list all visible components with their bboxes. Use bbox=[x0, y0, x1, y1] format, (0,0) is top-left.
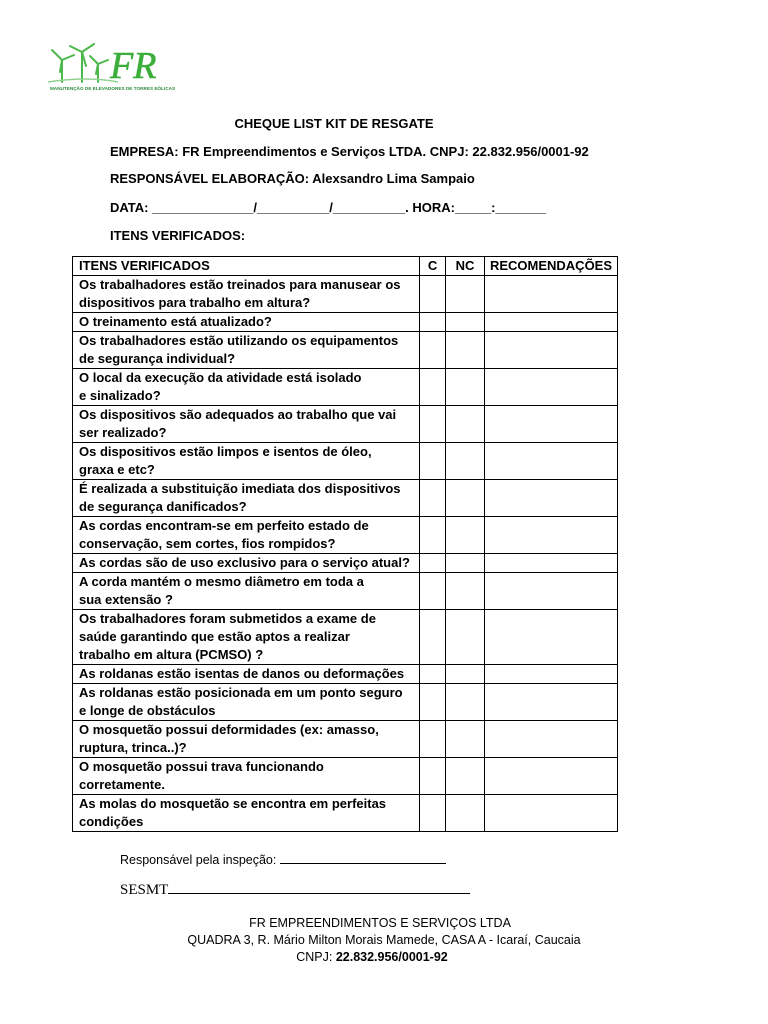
table-row bbox=[73, 573, 618, 610]
recomendacoes-cell[interactable] bbox=[485, 480, 618, 517]
item-text-line: Os dispositivos estão limpos e isentos de óleo, bbox=[79, 444, 372, 459]
header-itens: ITENS VERIFICADOS bbox=[73, 257, 420, 276]
c-cell[interactable] bbox=[420, 795, 446, 832]
nc-cell[interactable] bbox=[446, 721, 485, 758]
document-title: CHEQUE LIST KIT DE RESGATE bbox=[234, 116, 434, 131]
item-cell bbox=[73, 443, 420, 480]
recomendacoes-cell[interactable] bbox=[485, 554, 618, 573]
nc-cell[interactable] bbox=[446, 758, 485, 795]
item-text-line: O mosquetão possui trava funcionando bbox=[79, 759, 324, 774]
item-text-line: Os trabalhadores estão utilizando os equipamentos bbox=[79, 333, 399, 348]
item-cell bbox=[73, 610, 420, 665]
recomendacoes-cell[interactable] bbox=[485, 369, 618, 406]
item-text-line: ser realizado? bbox=[79, 425, 167, 440]
item-text-line: graxa e etc? bbox=[79, 462, 155, 477]
item-text-line: O local da execução da atividade está isolado bbox=[79, 370, 362, 385]
c-cell[interactable] bbox=[420, 369, 446, 406]
sesmt-signature-line[interactable] bbox=[168, 880, 470, 894]
recomendacoes-cell[interactable] bbox=[485, 313, 618, 332]
item-text-line: condições bbox=[79, 814, 144, 829]
nc-cell[interactable] bbox=[446, 610, 485, 665]
item-text-line: de segurança individual? bbox=[79, 351, 236, 366]
item-text-line: É realizada a substituição imediata dos dispositivos bbox=[79, 481, 401, 496]
c-cell[interactable] bbox=[420, 758, 446, 795]
recomendacoes-cell[interactable] bbox=[485, 573, 618, 610]
nc-cell[interactable] bbox=[446, 554, 485, 573]
item-text-line: trabalho em altura (PCMSO) ? bbox=[79, 647, 264, 662]
table-row bbox=[73, 480, 618, 517]
item-text-line: e longe de obstáculos bbox=[79, 703, 216, 718]
item-text-line: As roldanas estão isentas de danos ou deformações bbox=[79, 666, 405, 681]
c-cell[interactable] bbox=[420, 313, 446, 332]
item-text-line: Os dispositivos são adequados ao trabalho que vai bbox=[79, 407, 397, 422]
recomendacoes-cell[interactable] bbox=[485, 332, 618, 369]
nc-cell[interactable] bbox=[446, 313, 485, 332]
table-row bbox=[73, 332, 618, 369]
item-text-line: As cordas encontram-se em perfeito estado de bbox=[79, 518, 369, 533]
logo-caption: MANUTENÇÃO DE ELEVADORES DE TORRES EÓLICAS bbox=[50, 86, 176, 91]
table-header-row bbox=[73, 257, 618, 276]
fr-brand-mark bbox=[48, 38, 198, 88]
item-text-line: conservação, sem cortes, fios rompidos? bbox=[79, 536, 336, 551]
c-cell[interactable] bbox=[420, 276, 446, 313]
recomendacoes-cell[interactable] bbox=[485, 684, 618, 721]
footer-cnpj bbox=[0, 950, 756, 964]
item-text-line: de segurança danificados? bbox=[79, 499, 247, 514]
item-text-line: O treinamento está atualizado? bbox=[79, 314, 272, 329]
table-row bbox=[73, 369, 618, 406]
nc-cell[interactable] bbox=[446, 406, 485, 443]
table-row bbox=[73, 684, 618, 721]
sesmt-signature bbox=[120, 880, 470, 899]
item-text-line: ruptura, trinca..)? bbox=[79, 740, 187, 755]
recomendacoes-cell[interactable] bbox=[485, 517, 618, 554]
footer-address: QUADRA 3, R. Mário Milton Morais Mamede, CASA A - Icaraí, Caucaia bbox=[187, 933, 581, 947]
recomendacoes-cell[interactable] bbox=[485, 406, 618, 443]
header-recomendacoes: RECOMENDAÇÕES bbox=[485, 257, 618, 276]
item-cell bbox=[73, 276, 420, 313]
item-cell bbox=[73, 758, 420, 795]
recomendacoes-cell[interactable] bbox=[485, 276, 618, 313]
inspecao-signature bbox=[120, 852, 446, 867]
c-cell[interactable] bbox=[420, 721, 446, 758]
item-text-line: sua extensão ? bbox=[79, 592, 173, 607]
item-cell bbox=[73, 369, 420, 406]
table-row bbox=[73, 517, 618, 554]
c-cell[interactable] bbox=[420, 554, 446, 573]
recomendacoes-cell[interactable] bbox=[485, 795, 618, 832]
header-c: C bbox=[420, 257, 446, 276]
item-text-line: e sinalizado? bbox=[79, 388, 161, 403]
recomendacoes-cell[interactable] bbox=[485, 721, 618, 758]
item-cell bbox=[73, 313, 420, 332]
c-cell[interactable] bbox=[420, 480, 446, 517]
nc-cell[interactable] bbox=[446, 665, 485, 684]
header-nc: NC bbox=[446, 257, 485, 276]
table-row bbox=[73, 406, 618, 443]
nc-cell[interactable] bbox=[446, 480, 485, 517]
empresa-line: EMPRESA: FR Empreendimentos e Serviços LTDA. CNPJ: 22.832.956/0001-92 bbox=[110, 144, 589, 159]
item-text-line: saúde garantindo que estão aptos a realizar bbox=[79, 629, 350, 644]
c-cell[interactable] bbox=[420, 443, 446, 480]
recomendacoes-cell[interactable] bbox=[485, 758, 618, 795]
nc-cell[interactable] bbox=[446, 443, 485, 480]
c-cell[interactable] bbox=[420, 573, 446, 610]
table-row bbox=[73, 758, 618, 795]
nc-cell[interactable] bbox=[446, 332, 485, 369]
item-cell bbox=[73, 573, 420, 610]
table-row bbox=[73, 313, 618, 332]
recomendacoes-cell[interactable] bbox=[485, 443, 618, 480]
c-cell[interactable] bbox=[420, 517, 446, 554]
data-hora-line: DATA: ______________/__________/__________. HORA:_____:_______ bbox=[110, 200, 547, 215]
item-cell bbox=[73, 406, 420, 443]
item-text-line: A corda mantém o mesmo diâmetro em toda a bbox=[79, 574, 364, 589]
item-cell bbox=[73, 795, 420, 832]
table-row bbox=[73, 276, 618, 313]
item-text-line: dispositivos para trabalho em altura? bbox=[79, 295, 311, 310]
nc-cell[interactable] bbox=[446, 369, 485, 406]
recomendacoes-cell[interactable] bbox=[485, 665, 618, 684]
item-cell bbox=[73, 517, 420, 554]
table-row bbox=[73, 721, 618, 758]
itens-heading: ITENS VERIFICADOS: bbox=[110, 228, 246, 243]
item-text-line: O mosquetão possui deformidades (ex: amasso, bbox=[79, 722, 379, 737]
company-logo bbox=[48, 38, 196, 100]
item-text-line: As roldanas estão posicionada em um ponto seguro bbox=[79, 685, 403, 700]
svg-text:FR: FR bbox=[110, 45, 157, 87]
nc-cell[interactable] bbox=[446, 684, 485, 721]
footer-cnpj-label: CNPJ: bbox=[296, 950, 336, 964]
c-cell[interactable] bbox=[420, 406, 446, 443]
recomendacoes-cell[interactable] bbox=[485, 610, 618, 665]
footer-company: FR EMPREENDIMENTOS E SERVIÇOS LTDA bbox=[249, 916, 511, 930]
item-text-line: As cordas são de uso exclusivo para o serviço atual? bbox=[79, 555, 410, 570]
nc-cell[interactable] bbox=[446, 573, 485, 610]
nc-cell[interactable] bbox=[446, 276, 485, 313]
c-cell[interactable] bbox=[420, 332, 446, 369]
c-cell[interactable] bbox=[420, 610, 446, 665]
item-cell bbox=[73, 554, 420, 573]
item-cell bbox=[73, 332, 420, 369]
item-cell bbox=[73, 665, 420, 684]
footer-cnpj-value: 22.832.956/0001-92 bbox=[335, 950, 448, 964]
inspecao-signature-line[interactable] bbox=[280, 852, 446, 864]
item-cell bbox=[73, 480, 420, 517]
table-row bbox=[73, 443, 618, 480]
nc-cell[interactable] bbox=[446, 517, 485, 554]
item-text-line: corretamente. bbox=[79, 777, 165, 792]
table-row bbox=[73, 795, 618, 832]
c-cell[interactable] bbox=[420, 684, 446, 721]
item-text-line: Os trabalhadores estão treinados para manusear os bbox=[79, 277, 401, 292]
nc-cell[interactable] bbox=[446, 795, 485, 832]
table-row bbox=[73, 554, 618, 573]
item-text-line: Os trabalhadores foram submetidos a exame de bbox=[79, 611, 376, 626]
item-text-line: As molas do mosquetão se encontra em perfeitas bbox=[79, 796, 387, 811]
responsavel-line: RESPONSÁVEL ELABORAÇÃO: Alexsandro Lima Sampaio bbox=[110, 171, 475, 186]
table-row bbox=[73, 665, 618, 684]
table-row bbox=[73, 610, 618, 665]
item-cell bbox=[73, 684, 420, 721]
item-cell bbox=[73, 721, 420, 758]
inspecao-label: Responsável pela inspeção: bbox=[120, 853, 277, 867]
checklist-table bbox=[72, 256, 618, 832]
c-cell[interactable] bbox=[420, 665, 446, 684]
sesmt-label: SESMT bbox=[120, 882, 169, 898]
